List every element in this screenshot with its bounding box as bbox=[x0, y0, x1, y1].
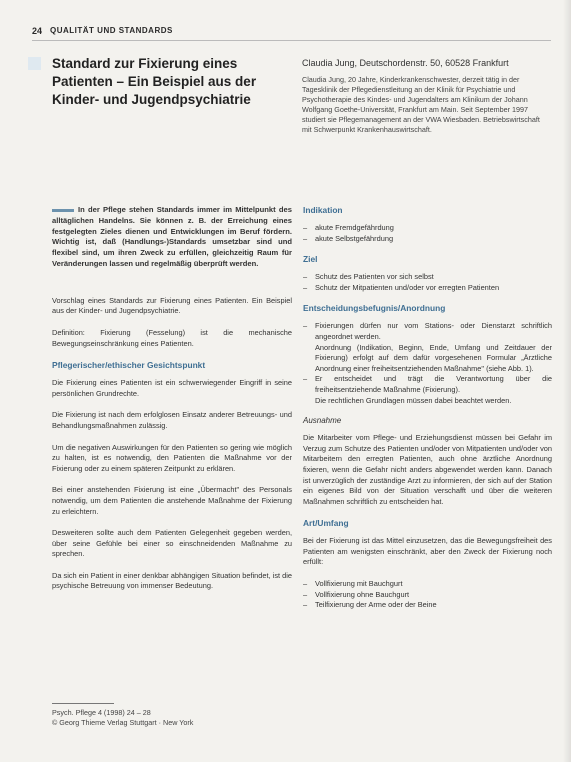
list-item: – Vollfixierung ohne Bauchgurt bbox=[303, 590, 552, 601]
list-item: – Er entscheidet und trägt die Verantwortung über die freiheitsentziehende Maßnahme (Fixierung). bbox=[303, 374, 552, 395]
art-list bbox=[303, 579, 552, 611]
list-item: – akute Selbstgefährdung bbox=[303, 234, 552, 245]
ziel-list bbox=[303, 272, 552, 293]
paragraph: Die Fixierung eines Patienten ist ein schwerwiegender Eingriff in seine persönlichen Grundrechte. bbox=[52, 378, 292, 398]
author-address: Claudia Jung, Deutschordenstr. 50, 60528 Frankfurt bbox=[302, 58, 509, 68]
subheading-ausnahme: Ausnahme bbox=[303, 416, 342, 426]
page-header bbox=[32, 26, 551, 38]
ausnahme-paragraph: Die Mitarbeiter vom Pflege- und Erziehungsdienst müssen bei Gefahr im Verzug zum Schutze des Patienten und/oder von Mitpatienten und/oder von Mitarbeitern den erregten Patienten, auch ohne ärztliche Anordnung fixieren, wenn die Gefahr nicht anders abgewendet werden kann. Danach ist unverzüglich der zuständige Arzt zu informieren, der sich auf der Station ein eigenes Bild von der Situation verschafft und über die weiteren Maßnahmen schriftlich zu entscheiden hat. bbox=[303, 433, 552, 506]
subheading-ethics: Pflegerischer/ethischer Gesichtspunkt bbox=[52, 360, 206, 371]
right-column bbox=[303, 205, 552, 621]
list-item: – Schutz des Patienten vor sich selbst bbox=[303, 272, 552, 283]
indikation-list bbox=[303, 223, 552, 244]
paragraph: Um die negativen Auswirkungen für den Patienten so gering wie möglich zu halten, ist es notwendig, den Patienten die Maßnahme vor der Fixierung oder zu einem späteren Zeitpunkt zu erklären. bbox=[52, 442, 292, 473]
publisher-copyright: © Georg Thieme Verlag Stuttgart · New York bbox=[52, 717, 194, 727]
footer-citation bbox=[52, 703, 292, 727]
paragraph: Bei einer anstehenden Fixierung ist eine „Übermacht" des Personals notwendig, um dem Patienten die anstehende Maßnahme der Fixierung zu erleichtern. bbox=[52, 485, 292, 516]
list-item: Anordnung (Indikation, Beginn, Ende, Umfang und Zeitdauer der Fixierung) erfolgt auf dem dafür vorgesehenen Formular „Ärztliche Anordnung einer freiheitsentziehenden Maßnahme" (siehe Abb. 1). bbox=[315, 342, 552, 373]
lead-paragraph bbox=[52, 205, 292, 270]
subheading-art-umfang: Art/Umfang bbox=[303, 518, 349, 529]
art-paragraph: Bei der Fixierung ist das Mittel einzusetzen, das die Bewegungsfreiheit des Patienten am wenigsten einschränkt, aber den Zweck der Fixierung noch erfüllt: bbox=[303, 536, 552, 567]
page-number: 24 bbox=[32, 26, 43, 36]
section-title: QUALITÄT UND STANDARDS bbox=[50, 26, 173, 35]
header-rule bbox=[32, 40, 551, 41]
lead-accent-bar bbox=[52, 209, 74, 212]
title-marker bbox=[28, 57, 41, 70]
subheading-entscheidung: Entscheidungsbefugnis/Anordnung bbox=[303, 303, 446, 314]
list-item: – Vollfixierung mit Bauchgurt bbox=[303, 579, 552, 590]
article-title: Standard zur Fixierung eines Patienten – Ein Beispiel aus der Kinder- und Jugendpsychiatrie bbox=[52, 56, 257, 107]
author-block bbox=[302, 57, 550, 135]
footer-rule bbox=[52, 703, 114, 704]
list-item: – Schutz der Mitpatienten und/oder vor erregten Patienten bbox=[303, 283, 552, 294]
author-bio: Claudia Jung, 20 Jahre, Kinderkrankenschwester, derzeit tätig in der Tagesklinik der Pflegedienstleitung an der Klinik für Psychiatrie und Psychotherapie des Kindes- und Jugendalters am Klinikum der Johann Wolfgang Goethe-Universität, Frankfurt am Main. Seit September 1997 studiert sie Pflegemanagement an der VWA Wiesbaden. Betriebswirtschaft mit Schwerpunkt Krankenhauswirtschaft. bbox=[302, 75, 540, 134]
entscheidung-list bbox=[303, 321, 552, 406]
paragraph: Die Fixierung ist nach dem erfolglosen Einsatz anderer Betreuungs- und Behandlungsmaßnahmen zulässig. bbox=[52, 410, 292, 430]
list-item: – Teilfixierung der Arme oder der Beine bbox=[303, 600, 552, 611]
lead-text: In der Pflege stehen Standards immer im Mittelpunkt des alltäglichen Handelns. Sie können z. B. der Erreichung eines festgelegten Zieles dienen und Entwicklungen im Beruf fördern. Wichtig ist, daß (Handlungs-)Standards umsetzbar sind und flexibel sind, um ihren Zweck zu erfüllen, gleichzeitig Raum für Veränderungen lassen und regelmäßig überprüft werden. bbox=[52, 205, 292, 268]
subheading-indikation: Indikation bbox=[303, 205, 343, 215]
journal-citation: Psych. Pflege 4 (1998) 24 – 28 bbox=[52, 708, 151, 717]
paragraph: Desweiteren sollte auch dem Patienten Gelegenheit gegeben werden, über seine Gefühle bei einer so einschneidenden Maßnahme zu sprechen. bbox=[52, 528, 292, 559]
list-item: Die rechtlichen Grundlagen müssen dabei beachtet werden. bbox=[315, 395, 512, 405]
subheading-ziel: Ziel bbox=[303, 254, 318, 265]
paragraph: Da sich ein Patient in einer denkbar abhängigen Situation befindet, ist die psychische Betreuung von immenser Bedeutung. bbox=[52, 570, 292, 591]
left-column bbox=[52, 205, 292, 603]
definition-paragraph: Definition: Fixierung (Fesselung) ist die mechanische Bewegungseinschränkung eines Patienten. bbox=[52, 327, 292, 348]
page-edge-shadow bbox=[563, 0, 571, 762]
intro-paragraph: Vorschlag eines Standards zur Fixierung eines Patienten. Ein Beispiel aus der Kinder- und Jugendpsychiatrie. bbox=[52, 295, 292, 316]
list-item: – Fixierungen dürfen nur vom Stations- oder Dienstarzt schriftlich angeordnet werden. bbox=[303, 321, 552, 342]
list-item: – akute Fremdgefährdung bbox=[303, 223, 552, 234]
